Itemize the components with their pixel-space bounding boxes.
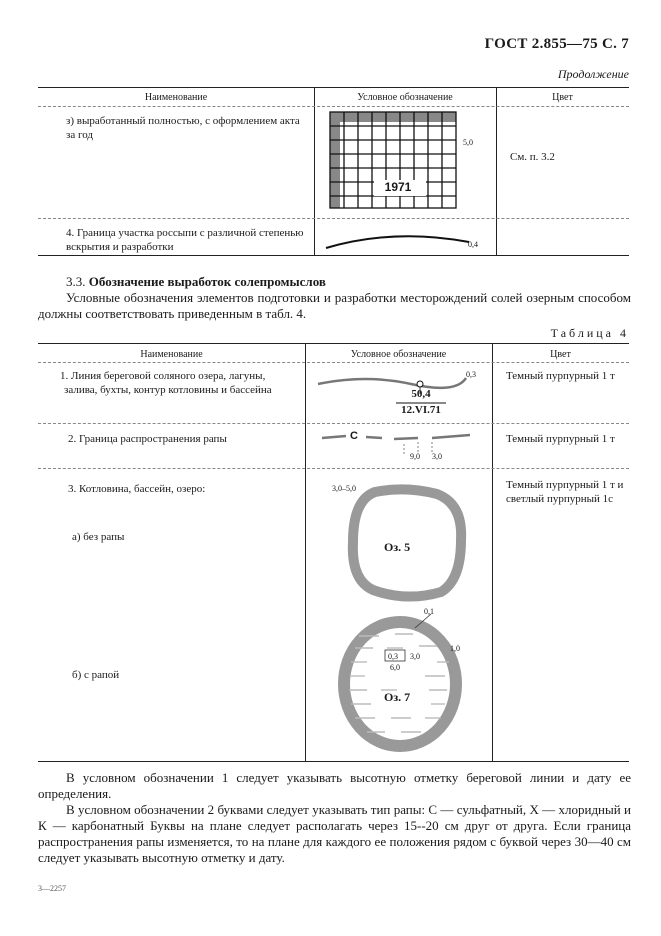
grid-dim-label: 5,0 [463,138,473,147]
section-title: Обозначение выработок солепромыслов [88,274,326,289]
table4-row-3-name: 3. Котловина, бассейн, озеро: [68,483,206,495]
table1-header-name: Наименование [144,92,208,103]
shoreline-elevation: 50,4 [411,388,431,400]
page-header: ГОСТ 2.855—75 С. 7 [484,36,629,52]
lake-a-label: Оз. 5 [384,540,411,554]
continuation-label: Продолжение [557,67,629,81]
table1-header-rule [38,106,629,107]
table1-col-divider-2 [496,87,497,255]
lake-with-brine-symbol [337,614,467,754]
section-heading [66,274,326,290]
lake-b-dim-1: 0,1 [424,607,434,616]
table4-col-divider-2 [492,343,493,761]
grid-year-label: 1971 [384,180,412,194]
table4-row-2-color: Темный пурпурный 1 т [506,433,615,445]
section-number: 3.3. [66,274,86,289]
table1-row-z-color: См. п. 3.2 [510,151,555,163]
table4-header-symbol: Условное обозначение [350,349,447,360]
lake-b-dim-2: 0,3 [388,652,398,661]
lake-b-label: Оз. 7 [384,690,411,704]
table4-header-color: Цвет [550,349,571,360]
placer-boundary-arc [324,228,474,258]
table1-bottom-rule [38,255,629,256]
table4-bottom-rule [38,761,629,762]
lake-b-dim-3: 3,0 [410,652,420,661]
table1-header-color: Цвет [552,92,573,103]
table1-row-4-name: 4. Граница участка россыпи с различной степенью вскрытия и разработки [66,227,304,253]
table4-row-1-color: Темный пурпурный 1 т [506,370,615,382]
table4-row-3b-name: б) с рапой [72,669,120,681]
note-2: В условном обозначении 2 буквами следует указывать тип рапы: С — сульфатный, Х — хлоридный и К — карбонатный Буквы на плане следует располагать через 15--20 см друг от друга. Если граница распространения рапы изменяется, то на плане для каждого ее положения рядом с буквой через 30—40 см следует указывать высотную отметку и дату. [38,802,631,865]
worked-out-grid-symbol [330,112,460,212]
note-1: В условном обозначении 1 следует указывать высотную отметку береговой линии и дату ее определения. [38,770,631,801]
table4-caption: Таблица 4 [550,326,629,340]
table4-col-divider-1 [305,343,306,761]
lake-a-dims: 3,0–5,0 [332,484,356,493]
arc-dim-label: 0,4 [468,240,478,249]
table4-top-rule [38,343,629,344]
table1-col-divider-1 [314,87,315,255]
table4-row-2-rule [38,468,629,469]
brine-dim-1: 9,0 [410,452,420,461]
print-code: 3—2257 [38,884,66,893]
table4-row-1-rule [38,423,629,424]
table4-header-rule [38,362,629,363]
table4-row-1-name: 1. Линия береговой соляного озера, лагуны, залива, бухты, контур котловины и бассейна [60,370,272,396]
table1-top-rule [38,87,629,88]
section-intro: Условные обозначения элементов подготовки и разработки месторождений солей озерным способом должны соответствовать приведенным в табл. 4. [38,290,631,321]
shoreline-dim: 0,3 [466,370,476,379]
table4-row-3-color: Темный пурпурный 1 т и светлый пурпурный 1с [506,479,624,505]
table4-row-3a-name: а) без рапы [72,531,125,543]
table1-row-rule [38,218,629,219]
lake-b-dim-5: 1,0 [450,644,460,653]
lake-b-dim-4: 6,0 [390,663,400,672]
brine-boundary-symbol [320,428,480,468]
table4-row-2-name: 2. Граница распространения рапы [68,433,227,445]
shoreline-date: 12.VI.71 [401,404,441,416]
table1-header-symbol: Условное обозначение [357,92,453,103]
brine-dim-2: 3,0 [432,452,442,461]
table1-row-z-name: з) выработанный полностью, с оформлением акта за год [66,115,300,141]
brine-type-letter: С [350,430,358,442]
table4-header-name: Наименование [140,349,203,360]
